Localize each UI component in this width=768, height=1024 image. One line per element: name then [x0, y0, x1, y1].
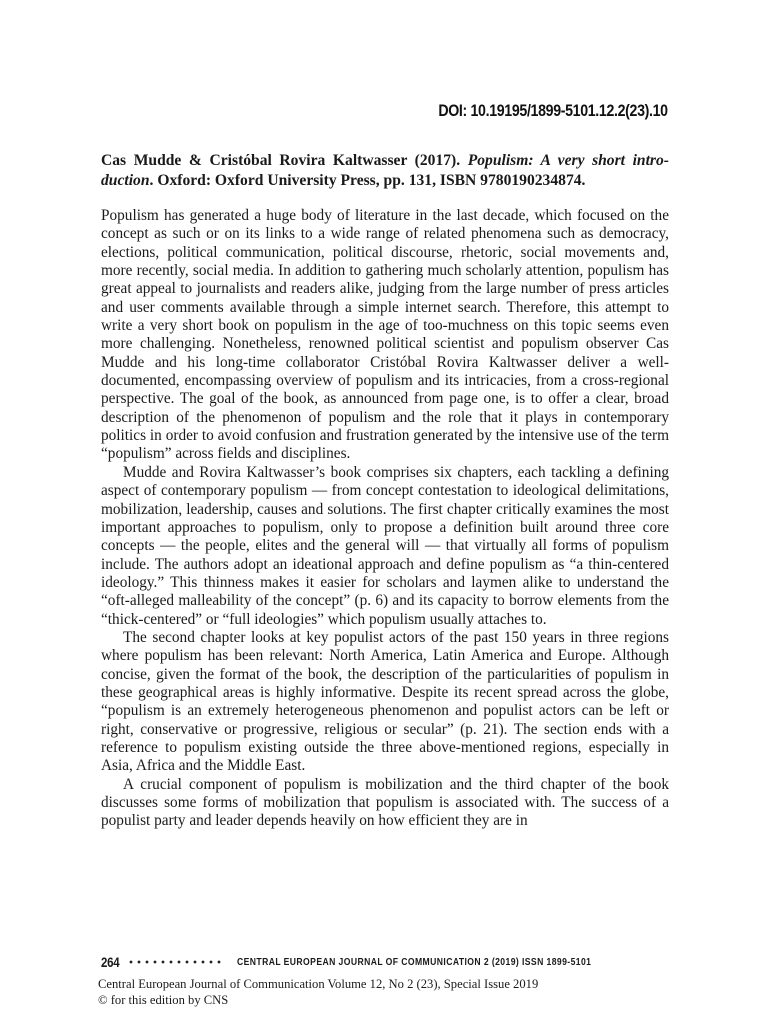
reference-title: Populism: A very short introduction [101, 152, 669, 189]
body-paragraph-3: The second chapter looks at key populist actors of the past 150 years in three regions where populism has been relevant: North America, Latin America and Europe. Although concise, given the format of the book, the description of the particularities of populism in these geographical areas is highly informative. Despite its recent spread across the globe, “populism is an extremely heterogeneous phenomenon and populist actors can be left or right, conservative or progressive, religious or secular” (p. 21). The section ends with a reference to populism existing outside the three above-mentioned regions, especially in Asia, Africa and the Middle East. [101, 628, 669, 775]
credit-line-copyright: © for this edition by CNS [98, 992, 229, 1007]
book-reference [101, 151, 669, 190]
body-paragraph-4: A crucial component of populism is mobilization and the third chapter of the book discusses some forms of mobilization that populism is associated with. The success of a populist party and leader depends heavily on how efficient they are in [101, 775, 669, 830]
doi-label: DOI: 10.19195/1899-5101.12.2(23).10 [438, 102, 668, 120]
credit-line-journal: Central European Journal of Communication Volume 12, No 2 (23), Special Issue 2019 [98, 977, 539, 991]
page-number: 264 [101, 954, 120, 970]
journal-footer-label: CENTRAL EUROPEAN JOURNAL OF COMMUNICATION 2 (2019) ISSN 1899-5101 [236, 956, 592, 968]
reference-publisher: . Oxford: Oxford University Press, pp. 131, ISBN 9780190234874. [149, 171, 586, 189]
edition-credit [98, 977, 538, 1008]
body-paragraph-1: Populism has generated a huge body of literature in the last decade, which focused on the concept as such or on its links to a wide range of related phenomena such as democracy, elections, political communication, political discourse, rhetoric, social movements and, more recently, social media. In addition to gathering much scholarly attention, populism has great appeal to journalists and readers alike, judging from the large number of press articles and user comments available through a simple internet search. Therefore, this attempt to write a very short book on populism in the age of too-muchness on this topic seems even more challenging. Nonetheless, renowned political scientist and populism observer Cas Mudde and his long-time collaborator Cristóbal Rovira Kaltwasser deliver a well-documented, encompassing overview of populism and its intricacies, from a cross-regional perspective. The goal of the book, as announced from page one, is to offer a clear, broad description of the phenomenon of populism and the role that it plays in contemporary politics in order to avoid confusion and frustration generated by the intensive use of the term “populism” across fields and disciplines. [101, 207, 669, 463]
running-footer [101, 953, 669, 971]
body-paragraph-2: Mudde and Rovira Kaltwasser’s book comprises six chapters, each tackling a defining aspect of contemporary populism — from concept contestation to ideological delimitations, mobilization, leadership, causes and solutions. The first chapter critically examines the most important approaches to populism, only to propose a definition built around three core concepts — the people, elites and the general will — that virtually all forms of populism include. The authors adopt an ideational approach and define populism as “a thin-centered ideology.” This thinness makes it easier for scholars and laymen alike to understand the “oft-alleged malleability of the concept” (p. 6) and its capacity to borrow elements from the “thick-centered” or “full ideologies” which populism usually attaches to. [101, 463, 669, 628]
reference-authors-year: Cas Mudde & Cristóbal Rovira Kaltwasser (2017). [101, 152, 468, 169]
review-body [101, 207, 669, 831]
dotted-separator [127, 960, 223, 964]
